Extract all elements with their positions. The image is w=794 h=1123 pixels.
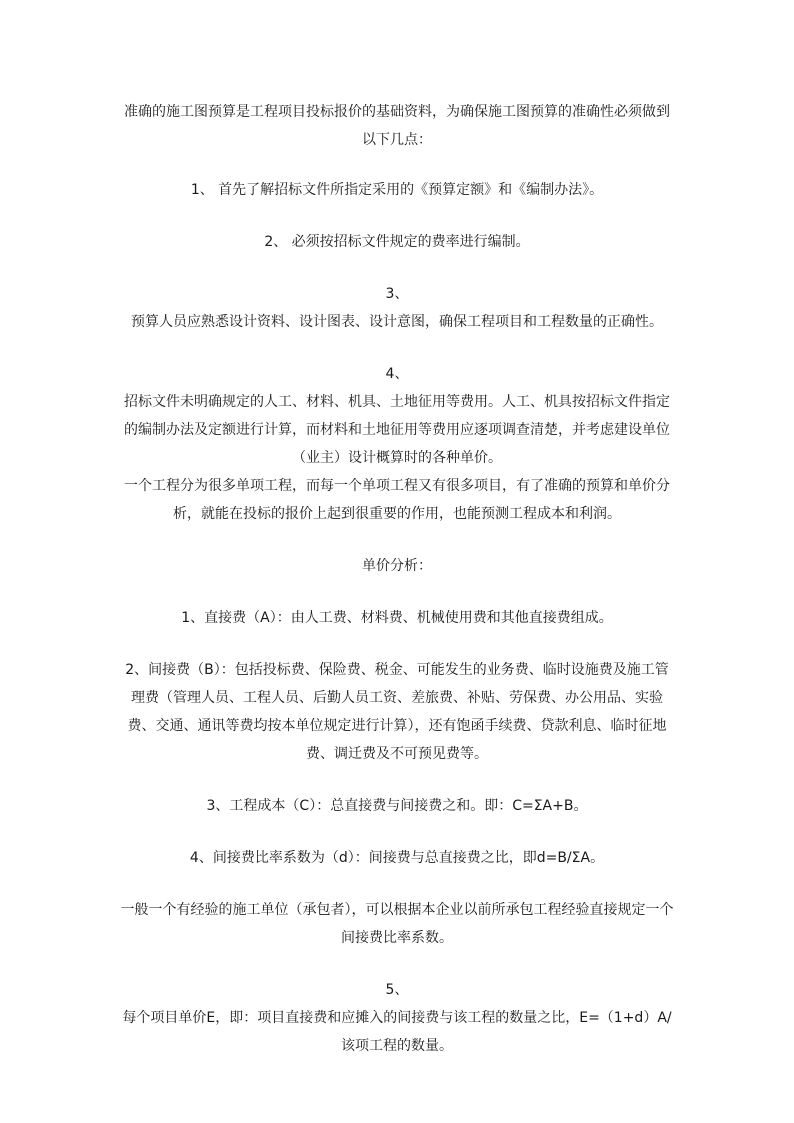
point-3-text: 预算人员应熟悉设计资料、设计图表、设计意图，确保工程项目和工程数量的正确性。 xyxy=(131,314,663,330)
point-4-text: 招标文件未明确规定的人工、材料、机具、土地征用等费用。人工、机具按招标文件指定的编制办法及定额进行计算，而材料和土地征用等费用应逐项调查清楚，并考虑建设单位（业主）设计概算时的各种单价。 xyxy=(124,394,670,466)
unit-analysis-heading: 单价分析： xyxy=(362,558,432,574)
point-2: 2、 必须按招标文件规定的费率进行编制。 xyxy=(264,234,530,250)
item-1-direct-cost: 1、直接费（A）：由人工费、材料费、机械使用费和其他直接费组成。 xyxy=(181,610,613,626)
item-2-indirect-cost: 2、间接费（B）：包括投标费、保险费、税金、可能发生的业务费、临时设施费及施工管理费（管理人员、工程人员、后勤人员工资、差旅费、补贴、劳保费、办公用品、实验费、交通、通讯等费均按本单位规定进行计算），还有饱函手续费、贷款利息、临时征地费、调迁费及不可预见费等。 xyxy=(125,662,669,762)
point-5-number: 5、 xyxy=(385,982,409,998)
point-5-text: 每个项目单价E，即：项目直接费和应摊入的间接费与该工程的数量之比，E=（1+d）A/该项工程的数量。 xyxy=(122,1010,672,1054)
contractor-paragraph: 一般一个有经验的施工单位（承包者），可以根据本企业以前所承包工程经验直接规定一个间接费比率系数。 xyxy=(120,902,674,946)
item-3-project-cost: 3、工程成本（C）：总直接费与间接费之和。即：C=ΣA+B。 xyxy=(206,798,588,814)
document-body xyxy=(120,98,674,1060)
project-paragraph: 一个工程分为很多单项工程，而每一个单项工程又有很多项目，有了准确的预算和单价分析，就能在投标的报价上起到很重要的作用，也能预测工程成本和利润。 xyxy=(124,478,670,522)
point-1: 1、 首先了解招标文件所指定采用的《预算定额》和《编制办法》。 xyxy=(190,182,604,198)
point-3-number: 3、 xyxy=(385,286,409,302)
intro-paragraph: 准确的施工图预算是工程项目投标报价的基础资料，为确保施工图预算的准确性必须做到以下几点： xyxy=(124,104,670,148)
item-4-indirect-ratio: 4、间接费比率系数为（d）：间接费与总直接费之比，即d=B/ΣA。 xyxy=(189,850,605,866)
point-4-number: 4、 xyxy=(385,366,409,382)
